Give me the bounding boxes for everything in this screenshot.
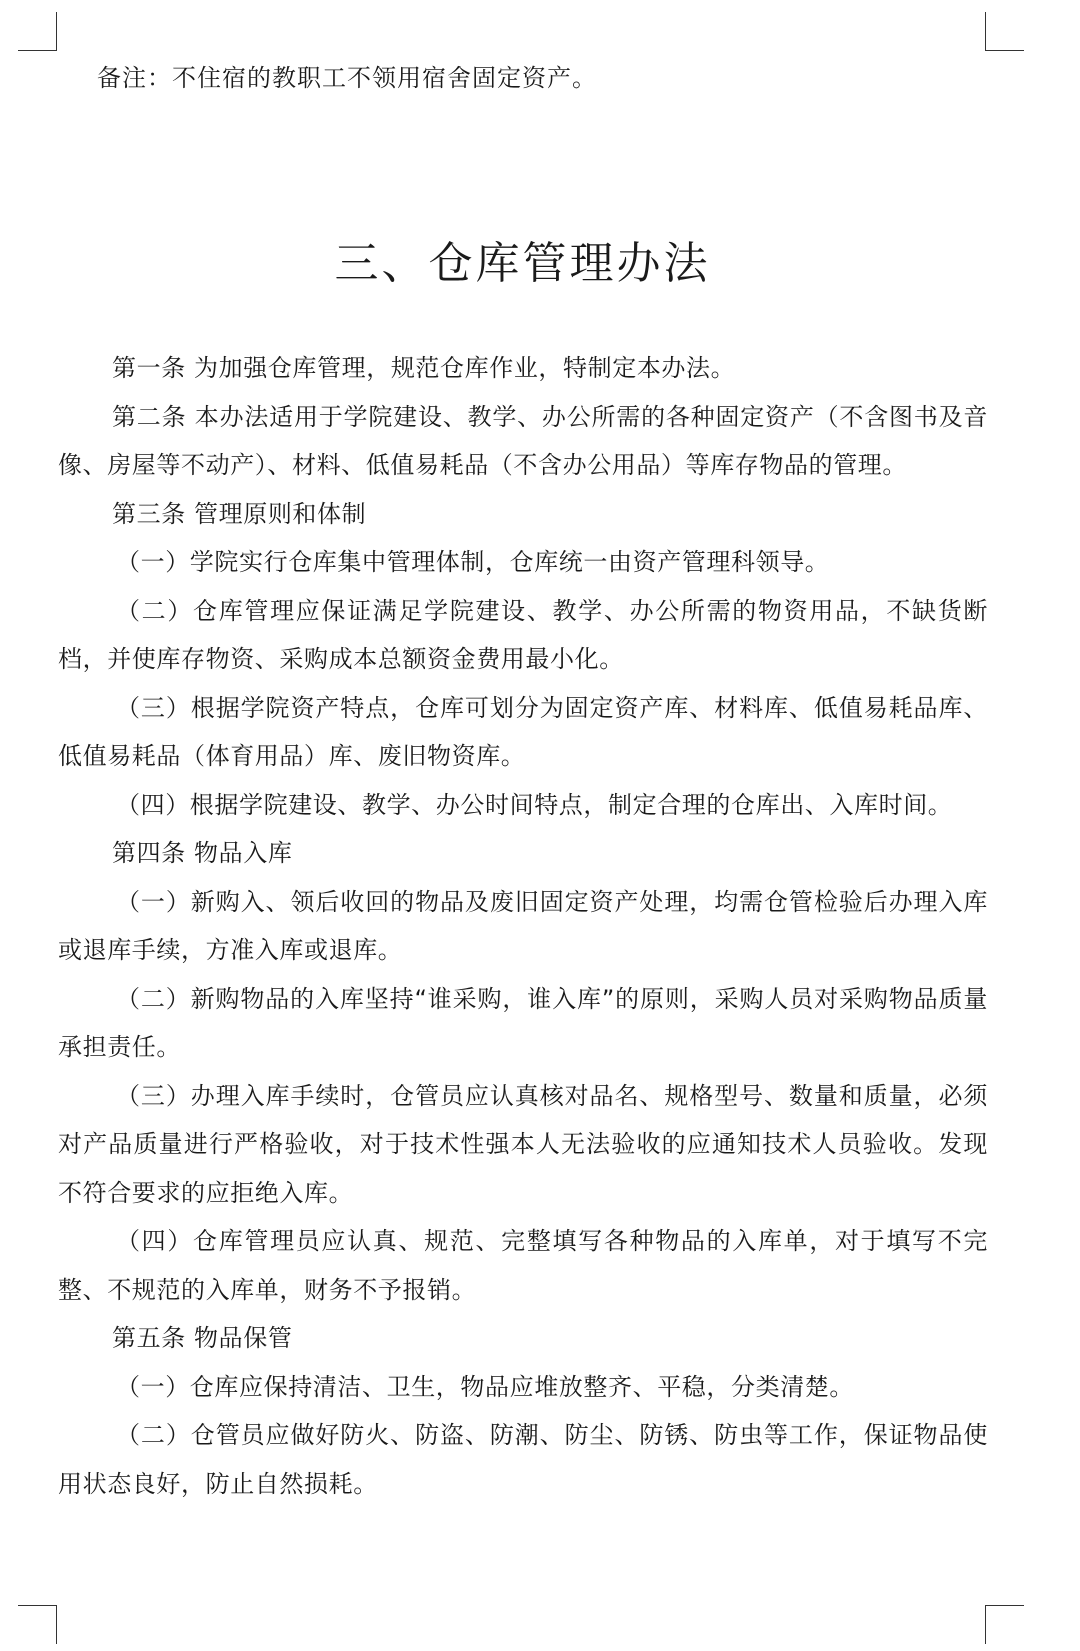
crop-mark-top-right <box>985 12 1024 51</box>
crop-mark-top-left <box>18 12 57 51</box>
crop-mark-bottom-right <box>985 1605 1024 1644</box>
article-3-item-2: （二）仓库管理应保证满足学院建设、教学、办公所需的物资用品，不缺货断档，并使库存物资、采购成本总额资金费用最小化。 <box>58 596 988 673</box>
article-2: 第二条 本办法适用于学院建设、教学、办公所需的各种固定资产（不含图书及音像、房屋等不动产）、材料、低值易耗品（不含办公用品）等库存物品的管理。 <box>58 402 988 479</box>
article-3-heading: 第三条 管理原则和体制 <box>112 499 367 528</box>
document-body <box>58 344 988 1508</box>
article-5-heading: 第五条 物品保管 <box>112 1324 293 1352</box>
article-3-item-4: （四）根据学院建设、教学、办公时间特点，制定合理的仓库出、入库时间。 <box>116 790 953 819</box>
remark-note: 备注：不住宿的教职工不领用宿舍固定资产。 <box>97 64 597 92</box>
article-3-item-3: （三）根据学院资产特点，仓库可划分为固定资产库、材料库、低值易耗品库、低值易耗品（体育用品）库、废旧物资库。 <box>58 693 988 770</box>
article-4-item-1: （一）新购入、领后收回的物品及废旧固定资产处理，均需仓管检验后办理入库或退库手续，方准入库或退库。 <box>58 887 988 964</box>
article-4-item-2: （二）新购物品的入库坚持“谁采购，谁入库”的原则，采购人员对采购物品质量承担责任。 <box>58 984 988 1061</box>
article-5-item-2: （二）仓管员应做好防火、防盗、防潮、防尘、防锈、防虫等工作，保证物品使用状态良好，防止自然损耗。 <box>58 1421 988 1498</box>
article-1: 第一条 为加强仓库管理，规范仓库作业，特制定本办法。 <box>112 354 736 382</box>
article-4-heading: 第四条 物品入库 <box>112 839 293 867</box>
page-title: 三、仓库管理办法 <box>334 238 711 289</box>
crop-mark-bottom-left <box>18 1605 57 1644</box>
article-5-item-1: （一）仓库应保持清洁、卫生，物品应堆放整齐、平稳，分类清楚。 <box>116 1372 854 1401</box>
article-3-item-1: （一）学院实行仓库集中管理体制，仓库统一由资产管理科领导。 <box>116 548 830 576</box>
article-4-item-3: （三）办理入库手续时，仓管员应认真核对品名、规格型号、数量和质量，必须对产品质量进行严格验收，对于技术性强本人无法验收的应通知技术人员验收。发现不符合要求的应拒绝入库。 <box>58 1081 988 1207</box>
article-4-item-4: （四）仓库管理员应认真、规范、完整填写各种物品的入库单，对于填写不完整、不规范的入库单，财务不予报销。 <box>58 1227 988 1304</box>
